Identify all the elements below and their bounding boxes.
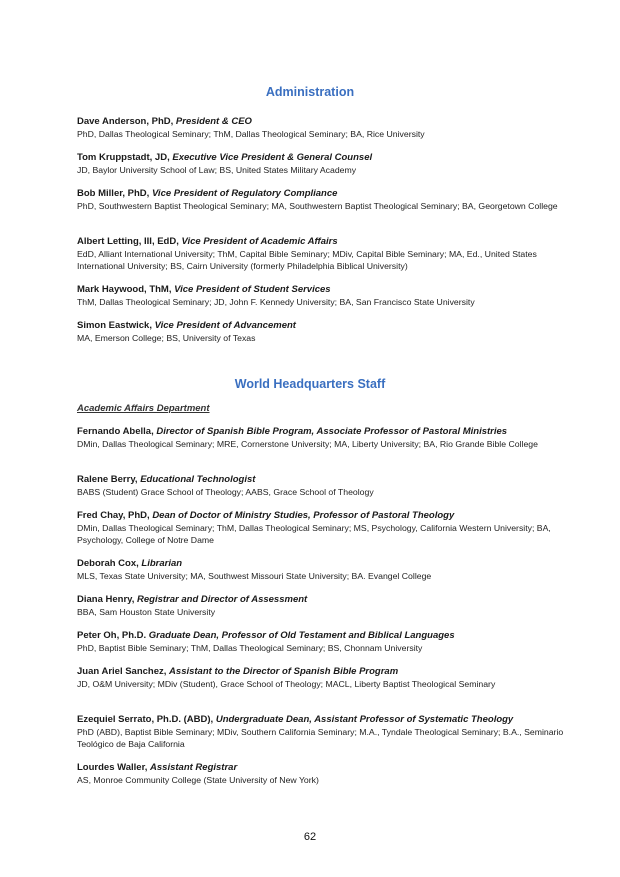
admin-entry	[77, 320, 565, 344]
person-credentials: PhD, Dallas Theological Seminary; ThM, Dallas Theological Seminary; BA, Rice University	[77, 129, 425, 139]
person-credentials: EdD, Alliant International University; ThM, Capital Bible Seminary; MDiv, Capital Bible Seminary; MA, Ed., United States International University; BS, Cairn University (formerly Philadelphia Biblical University)	[77, 249, 537, 271]
person-title: Librarian	[141, 558, 183, 569]
person-credentials: DMin, Dallas Theological Seminary; MRE, Cornerstone University; MA, Liberty University; BA, Rio Grande Bible College	[77, 439, 538, 449]
person-credentials: DMin, Dallas Theological Seminary; ThM, Dallas Theological Seminary; MS, Psychology, California Western University; BA, Psychology, College of Notre Dame	[77, 523, 551, 545]
person-credentials: BBA, Sam Houston State University	[77, 607, 216, 617]
person-name: Juan Ariel Sanchez,	[77, 666, 170, 677]
person-title: Undergraduate Dean, Assistant Professor of Systematic Theology	[215, 714, 514, 725]
person-name: Albert Letting, III, EdD,	[77, 236, 182, 247]
person-name: Peter Oh, Ph.D.	[77, 630, 149, 641]
person-credentials: PhD, Southwestern Baptist Theological Seminary; MA, Southwestern Baptist Theological Seminary; BA, Georgetown College	[77, 201, 558, 211]
staff-entry	[77, 426, 565, 450]
person-title: Vice President of Regulatory Compliance	[151, 188, 338, 199]
staff-heading: World Headquarters Staff	[234, 377, 386, 391]
admin-entry	[77, 152, 565, 176]
person-credentials: AS, Monroe Community College (State University of New York)	[77, 775, 319, 785]
person-title: Vice President of Advancement	[154, 320, 296, 331]
person-credentials: JD, O&M University; MDiv (Student), Grace School of Theology; MACL, Liberty Baptist Theological Seminary	[77, 679, 496, 689]
staff-entry	[77, 666, 565, 690]
admin-entry	[77, 116, 565, 140]
staff-entry	[77, 714, 565, 750]
person-name: Deborah Cox,	[77, 558, 142, 569]
department-heading: Academic Affairs Department	[77, 403, 210, 414]
staff-entry	[77, 474, 565, 498]
person-credentials: JD, Baylor University School of Law; BS, United States Military Academy	[77, 165, 357, 175]
person-credentials: PhD (ABD), Baptist Bible Seminary; MDiv, Southern California Seminary; M.A., Tyndale Theological Seminary; B.A., Seminario Teológico de Baja California	[77, 727, 564, 749]
administration-heading: Administration	[265, 85, 355, 99]
person-name: Dave Anderson, PhD,	[77, 116, 176, 127]
person-name: Lourdes Waller,	[77, 762, 151, 773]
person-name: Tom Kruppstadt, JD,	[77, 152, 173, 163]
person-name: Ralene Berry,	[77, 474, 141, 485]
person-title: President & CEO	[175, 116, 252, 127]
person-title: Educational Technologist	[140, 474, 256, 485]
person-title: Assistant to the Director of Spanish Bible Program	[169, 666, 399, 677]
person-title: Executive Vice President & General Counsel	[172, 152, 373, 163]
person-title: Vice President of Student Services	[174, 284, 331, 295]
person-title: Graduate Dean, Professor of Old Testament and Biblical Languages	[148, 630, 455, 641]
staff-entry	[77, 594, 565, 618]
staff-entry	[77, 558, 565, 582]
person-name: Simon Eastwick,	[77, 320, 155, 331]
person-credentials: MA, Emerson College; BS, University of Texas	[77, 333, 256, 343]
person-name: Mark Haywood, ThM,	[77, 284, 175, 295]
staff-entry	[77, 762, 565, 786]
admin-entry	[77, 188, 565, 212]
admin-entry	[77, 236, 565, 272]
person-credentials: MLS, Texas State University; MA, Southwest Missouri State University; BA. Evangel College	[77, 571, 432, 581]
person-title: Assistant Registrar	[150, 762, 238, 773]
page-number: 62	[303, 831, 317, 843]
person-title: Registrar and Director of Assessment	[137, 594, 308, 605]
admin-entry	[77, 284, 565, 308]
person-title: Vice President of Academic Affairs	[181, 236, 338, 247]
person-title: Dean of Doctor of Ministry Studies, Professor of Pastoral Theology	[152, 510, 455, 521]
person-name: Fernando Abella,	[77, 426, 157, 437]
person-credentials: PhD, Baptist Bible Seminary; ThM, Dallas Theological Seminary; BS, Chonnam University	[77, 643, 423, 653]
staff-entry	[77, 510, 565, 546]
person-credentials: BABS (Student) Grace School of Theology; AABS, Grace School of Theology	[77, 487, 374, 497]
person-name: Bob Miller, PhD,	[77, 188, 152, 199]
person-title: Director of Spanish Bible Program, Associate Professor of Pastoral Ministries	[156, 426, 508, 437]
person-name: Diana Henry,	[77, 594, 138, 605]
staff-entry	[77, 630, 565, 654]
person-name: Fred Chay, PhD,	[77, 510, 153, 521]
person-name: Ezequiel Serrato, Ph.D. (ABD),	[77, 714, 216, 725]
person-credentials: ThM, Dallas Theological Seminary; JD, John F. Kennedy University; BA, San Francisco State University	[77, 297, 475, 307]
